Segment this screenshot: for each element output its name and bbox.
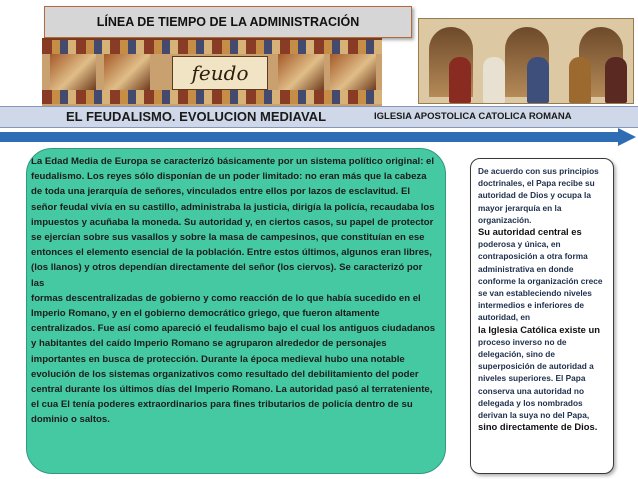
section-title-church: IGLESIA APOSTOLICA CATOLICA ROMANA [374, 111, 572, 122]
decorative-band-bottom [42, 90, 382, 104]
feudo-illustration [42, 38, 382, 106]
feudalism-paragraph-2: formas descentralizadas de gobierno y como reacción de lo que había sucedido en el Imperio Romano, y en el gobierno democrático griego, que fueron altamente centralizados. Fue así como apareció el feudalismo bajo el cual los antiguos ciudadanos y habitantes del caído Imperio Romano se agruparon alrededor de personajes importantes en busca de protección. Durante la época medieval hubo una notable evolución de los sistemas organizativos como resultado del debilitamiento del poder central durante los últimos días del Imperio Romano. La autoridad pasó al terrateniente, el cua El tenía poderes extraordinarios para fines tributarios de policía dentro de su dominio o saltos. [31, 292, 436, 426]
subtitle-bar [0, 106, 638, 128]
figure-shape [449, 57, 471, 103]
feudalism-paragraph-1: La Edad Media de Europa se caracterizó básicamente por un sistema político original: el feudalismo. Los reyes sólo disponían de un poder limitado: no eran más que la cabeza de toda una jerarquía de señores, vinculados entre ellos por lazos de esclavitud. El señor feudal vivía en su castillo, administraba la justicia, dirigía la policía, recaudaba los impuestos y acuñaba la moneda. Su autoridad y, en ciertos casos, su papel de protector se ejercían sobre sus vasallos y sobre la masa de campesinos, que constituían en ese entonces el elemento esencial de la población. Entre estos últimos, algunos eran libres, (los llanos) y otros dependían directamente del señor (los ciervos). Se caracterizó por las [31, 156, 435, 289]
figure-shape [483, 57, 505, 103]
decorative-tile [330, 54, 376, 90]
church-text-2: Su autoridad central es [478, 226, 582, 238]
timeline-arrow-icon [0, 128, 638, 146]
figure-shape [527, 57, 549, 103]
church-text-6: sino directamente de Dios. [478, 421, 598, 433]
church-text-4: la Iglesia Católica existe un [478, 323, 600, 335]
feudo-label: feudo [172, 56, 268, 90]
figure-shape [569, 57, 591, 103]
decorative-band-top [42, 40, 382, 54]
page-title-banner [44, 6, 412, 38]
church-text-1: De acuerdo con sus principios doctrinales, el Papa recibe su autoridad de Dios y ocupa la mayor jerarquía en la organización. [478, 166, 599, 225]
decorative-tile [104, 54, 150, 90]
church-illustration [418, 18, 634, 104]
church-text-panel [470, 158, 614, 474]
church-text-5: proceso inverso no de delegación, sino de superposición de autoridad a niveles superiores. El Papa conserva una autoridad no delegada y los nombrados derivan la suya no del Papa, [478, 336, 594, 421]
decorative-tile [50, 54, 96, 90]
church-text-3: poderosa y única, en contraposición a otra forma administrativa en donde conforme la organización crece se van estableciendo niveles intermedios e inferiores de autoridad, en [478, 239, 603, 323]
section-title-feudalism: EL FEUDALISMO. EVOLUCION MEDIAVAL [66, 109, 327, 124]
figure-shape [605, 57, 627, 103]
page-title: LÍNEA DE TIEMPO DE LA ADMINISTRACIÓN [96, 15, 360, 29]
decorative-tile [278, 54, 324, 90]
feudalism-text-panel [26, 148, 446, 474]
